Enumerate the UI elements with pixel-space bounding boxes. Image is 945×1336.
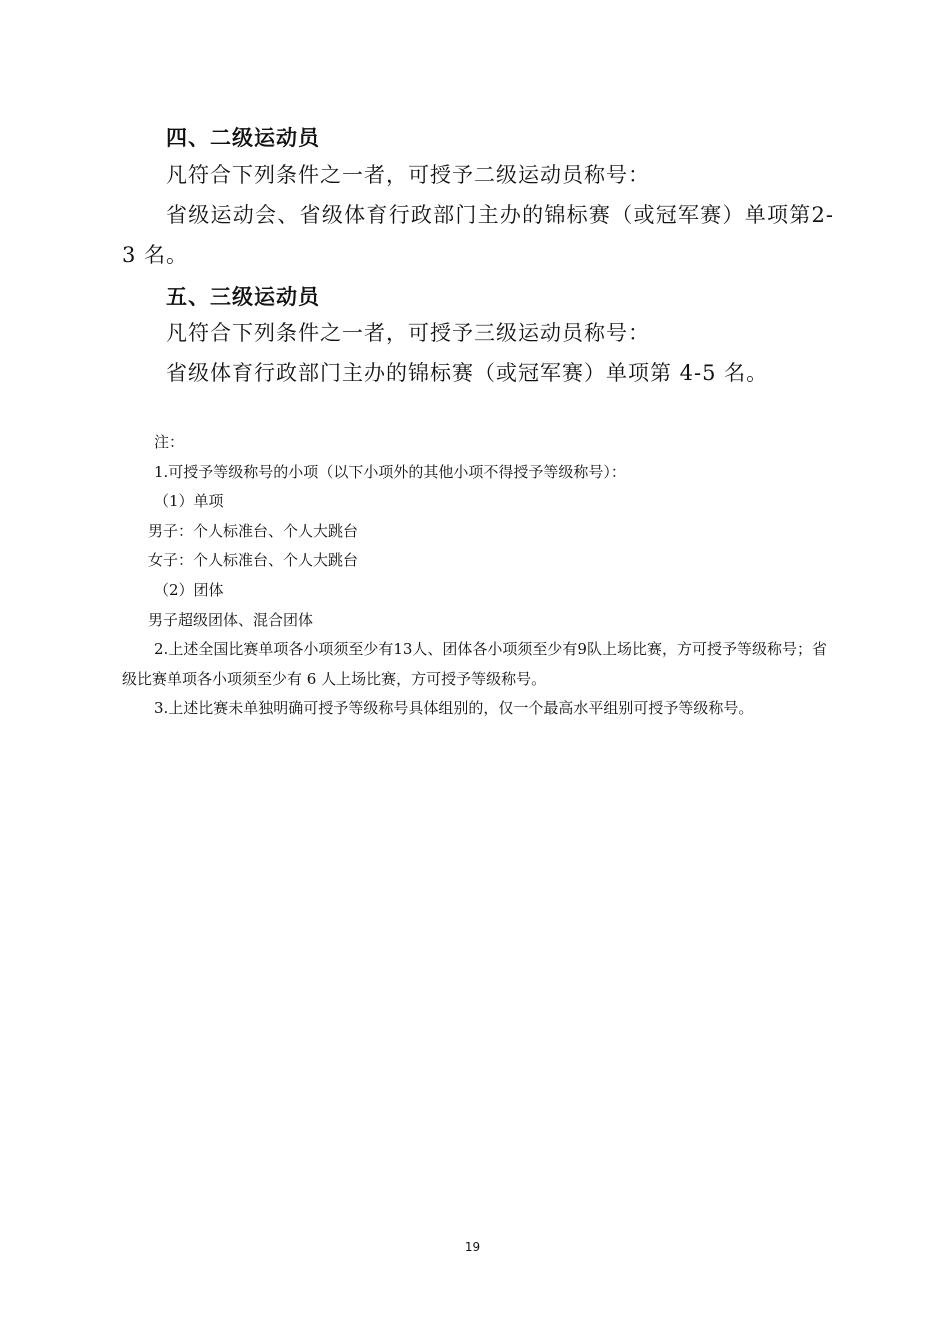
notes-title: 注：: [154, 433, 185, 451]
section-intro-level3: 凡符合下列条件之一者，可授予三级运动员称号：: [166, 321, 650, 345]
page-number: 19: [464, 1240, 481, 1254]
note-item-2: 2.上述全国比赛单项各小项须至少有13人、团体各小项须至少有9队上场比赛，方可授予等级称号；省级比赛单项各小项须至少有 6 人上场比赛，方可授予等级称号。: [122, 640, 827, 688]
note-team-events: 男子超级团体、混合团体: [148, 610, 314, 629]
section-intro-level2: 凡符合下列条件之一者，可授予二级运动员称号：: [166, 163, 650, 187]
section-heading-level3: 五、三级运动员: [166, 285, 320, 309]
note-sub-team: （2）团体: [154, 580, 224, 599]
note-sub-individual: （1）单项: [154, 492, 224, 511]
section-criterion-level3: 省级体育行政部门主办的锦标赛（或冠军赛）单项第 4-5 名。: [166, 361, 769, 385]
section-heading-level2: 四、二级运动员: [166, 126, 320, 150]
section-criterion-level2: 省级运动会、省级体育行政部门主办的锦标赛（或冠军赛）单项第2-3 名。: [122, 203, 834, 267]
note-item-3: 3.上述比赛未单独明确可授予等级称号具体组别的，仅一个最高水平组别可授予等级称号。: [154, 699, 754, 718]
notes-block: [122, 428, 827, 724]
note-women-individual: 女子：个人标准台、个人大跳台: [148, 551, 359, 570]
note-item-1: 1.可授予等级称号的小项（以下小项外的其他小项不得授予等级称号）：: [154, 462, 626, 481]
note-men-individual: 男子：个人标准台、个人大跳台: [148, 521, 359, 540]
